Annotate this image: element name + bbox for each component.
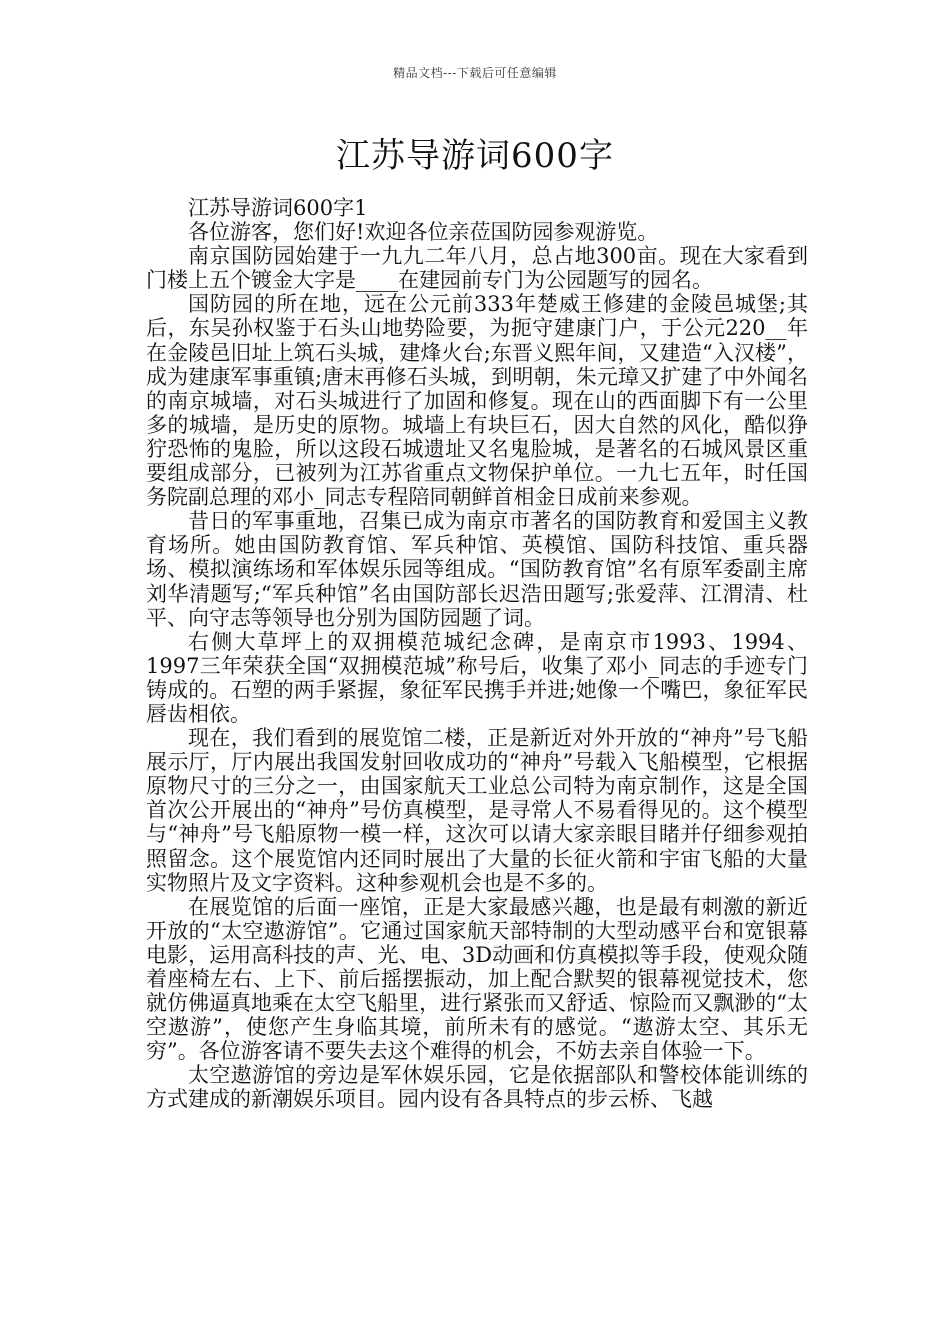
document-body [146, 196, 808, 1112]
paragraph: 南京国防园始建于一九九二年八月，总占地300亩。现在大家看到门楼上五个镀金大字是____在建园前专门为公园题写的园名。 [146, 244, 808, 293]
paragraph: 在展览馆的后面一座馆，正是大家最感兴趣，也是最有刺激的新近开放的“太空遨游馆”。它通过国家航天部特制的大型动感平台和宽银幕电影，运用高科技的声、光、电、3D动画和仿真模拟等手段，使观众随着座椅左右、上下、前后摇摆振动，加上配合默契的银幕视觉技术，您就仿佛逼真地乘在太空飞船里，进行紧张而又舒适、惊险而又飘渺的“太空遨游”，使您产生身临其境，前所未有的感觉。“遨游太空、其乐无穷”。各位游客请不要失去这个难得的机会，不妨去亲自体验一下。 [146, 894, 808, 1064]
document-title: 江苏导游词600字 [336, 136, 614, 176]
paragraph: 右侧大草坪上的双拥模范城纪念碑，是南京市1993、1994、1997三年荣获全国“双拥模范城”称号后，收集了邓小_同志的手迹专门铸成的。石塑的两手紧握，象征军民携手并进;她像一个嘴巴，象征军民唇齿相依。 [146, 629, 808, 726]
paragraph: 昔日的军事重地，召集已成为南京市著名的国防教育和爱国主义教育场所。她由国防教育馆、军兵种馆、英模馆、国防科技馆、重兵器场、模拟演练场和军体娱乐园等组成。“国防教育馆”名有原军委副主席刘华清题写;“军兵种馆”名由国防部长迟浩田题写;张爱萍、江渭清、杜平、向守志等领导也分别为国防园题了词。 [146, 509, 808, 630]
header-note: 精品文档---下载后可任意编辑 [393, 66, 557, 80]
paragraph: 太空遨游馆的旁边是军休娱乐园，它是依据部队和警校体能训练的方式建成的新潮娱乐项目。园内设有各具特点的步云桥、飞越 [146, 1063, 808, 1112]
paragraph: 国防园的所在地，远在公元前333年楚威王修建的金陵邑城堡;其后，东吴孙权鉴于石头山地势险要，为扼守建康门户，于公元220__年在金陵邑旧址上筑石头城，建烽火台;东晋义熙年间，又建造“入汉楼”，成为建康军事重镇;唐末再修石头城，到明朝，朱元璋又扩建了中外闻名的南京城墙，对石头城进行了加固和修复。现在山的西面脚下有一公里多的城墙，是历史的原物。城墙上有块巨石，因大自然的风化，酷似狰狞恐怖的鬼脸，所以这段石城遗址又名鬼脸城，是著名的石城风景区重要组成部分，已被列为江苏省重点文物保护单位。一九七五年，时任国务院副总理的邓小_同志专程陪同朝鲜首相金日成前来参观。 [146, 292, 808, 510]
paragraph: 各位游客，您们好!欢迎各位亲莅国防园参观游览。 [188, 220, 659, 245]
paragraph: 江苏导游词600字1 [188, 196, 368, 220]
paragraph: 现在，我们看到的展览馆二楼，正是新近对外开放的“神舟”号飞船展示厅，厅内展出我国发射回收成功的“神舟”号载入飞船模型，它根据原物尺寸的三分之一，由国家航天工业总公司特为南京制作，这是全国首次公开展出的“神舟”号仿真模型，是寻常人不易看得见的。这个模型与“神舟”号飞船原物一模一样，这次可以请大家亲眼目睹并仔细参观拍照留念。这个展览馆内还同时展出了大量的长征火箭和宇宙飞船的大量实物照片及文字资料。这种参观机会也是不多的。 [146, 726, 808, 895]
